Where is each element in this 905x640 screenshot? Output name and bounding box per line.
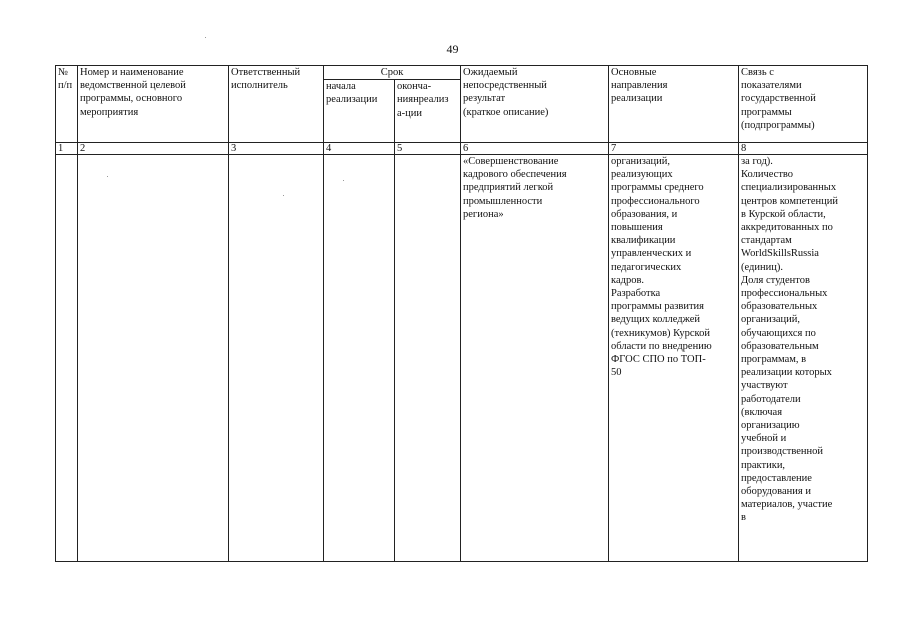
cell-expected-result: «Совершенствование кадрового обеспечения предприятий легкой промышленности региона» bbox=[461, 155, 609, 562]
header-number: № п/п bbox=[56, 66, 78, 143]
column-number: 1 bbox=[56, 143, 78, 155]
cell-responsible bbox=[229, 155, 324, 562]
header-responsible: Ответственный исполнитель bbox=[229, 66, 324, 143]
header-term: Срок bbox=[324, 66, 461, 80]
header-start: начала реализации bbox=[324, 80, 395, 143]
program-table bbox=[55, 65, 868, 562]
header-end: оконча- ниянреализ а-ции bbox=[395, 80, 461, 143]
cell-start bbox=[324, 155, 395, 562]
header-indicators-link: Связь с показателями государственной программы (подпрограммы) bbox=[739, 66, 868, 143]
column-number: 7 bbox=[609, 143, 739, 155]
column-number-row bbox=[56, 143, 868, 155]
cell-indicators-link: за год). Количество специализированных центров компетенций в Курской области, аккредитованных по стандартам WorldSkillsRussia (единиц). Доля студентов профессиональных образовательных организаций, обучающихся по образовательным программам, в реализации которых участвуют работодатели (включая организацию учебной и производственной практики, предоставление оборудования и материалов, участие в bbox=[739, 155, 868, 562]
cell-main-directions: организаций, реализующих программы среднего профессионального образования, и повышения квалификации управленческих и педагогических кадров. Разработка программы развития ведущих колледжей (техникумов) Курской области по внедрению ФГОС СПО по ТОП- 50 bbox=[609, 155, 739, 562]
header-program-name: Номер и наименование ведомственной целевой программы, основного мероприятия bbox=[78, 66, 229, 143]
column-number: 3 bbox=[229, 143, 324, 155]
table-row bbox=[56, 155, 868, 562]
cell-number bbox=[56, 155, 78, 562]
header-expected-result: Ожидаемый непосредственный результат (краткое описание) bbox=[461, 66, 609, 143]
cell-program-name bbox=[78, 155, 229, 562]
header-main-directions: Основные направления реализации bbox=[609, 66, 739, 143]
cell-end bbox=[395, 155, 461, 562]
page-number: 49 bbox=[446, 42, 459, 56]
header-row bbox=[56, 66, 868, 80]
column-number: 8 bbox=[739, 143, 868, 155]
column-number: 5 bbox=[395, 143, 461, 155]
scan-speck bbox=[205, 37, 206, 38]
column-number: 2 bbox=[78, 143, 229, 155]
column-number: 6 bbox=[461, 143, 609, 155]
column-number: 4 bbox=[324, 143, 395, 155]
